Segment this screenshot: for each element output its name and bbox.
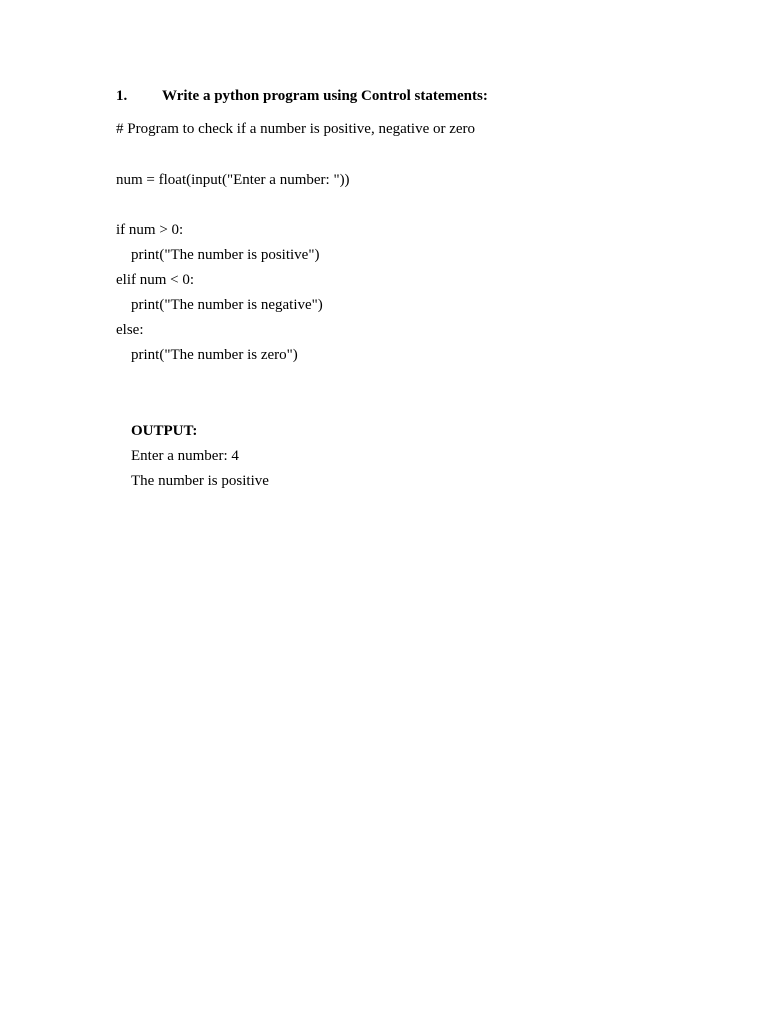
- code-line-print-zero: print("The number is zero"): [131, 347, 298, 363]
- output-line-prompt: Enter a number: 4: [131, 448, 239, 464]
- question-number: 1.: [116, 88, 128, 104]
- code-line-print-negative: print("The number is negative"): [131, 297, 323, 313]
- code-line-else: else:: [116, 322, 144, 338]
- output-label: OUTPUT:: [131, 423, 198, 439]
- code-line-print-positive: print("The number is positive"): [131, 247, 320, 263]
- question-title: Write a python program using Control statements:: [162, 88, 488, 104]
- code-comment-line: # Program to check if a number is positive, negative or zero: [116, 121, 476, 137]
- code-line-if: if num > 0:: [116, 222, 184, 238]
- output-line-result: The number is positive: [131, 473, 269, 489]
- code-line-input: num = float(input("Enter a number: ")): [116, 172, 350, 188]
- code-line-elif: elif num < 0:: [116, 272, 195, 288]
